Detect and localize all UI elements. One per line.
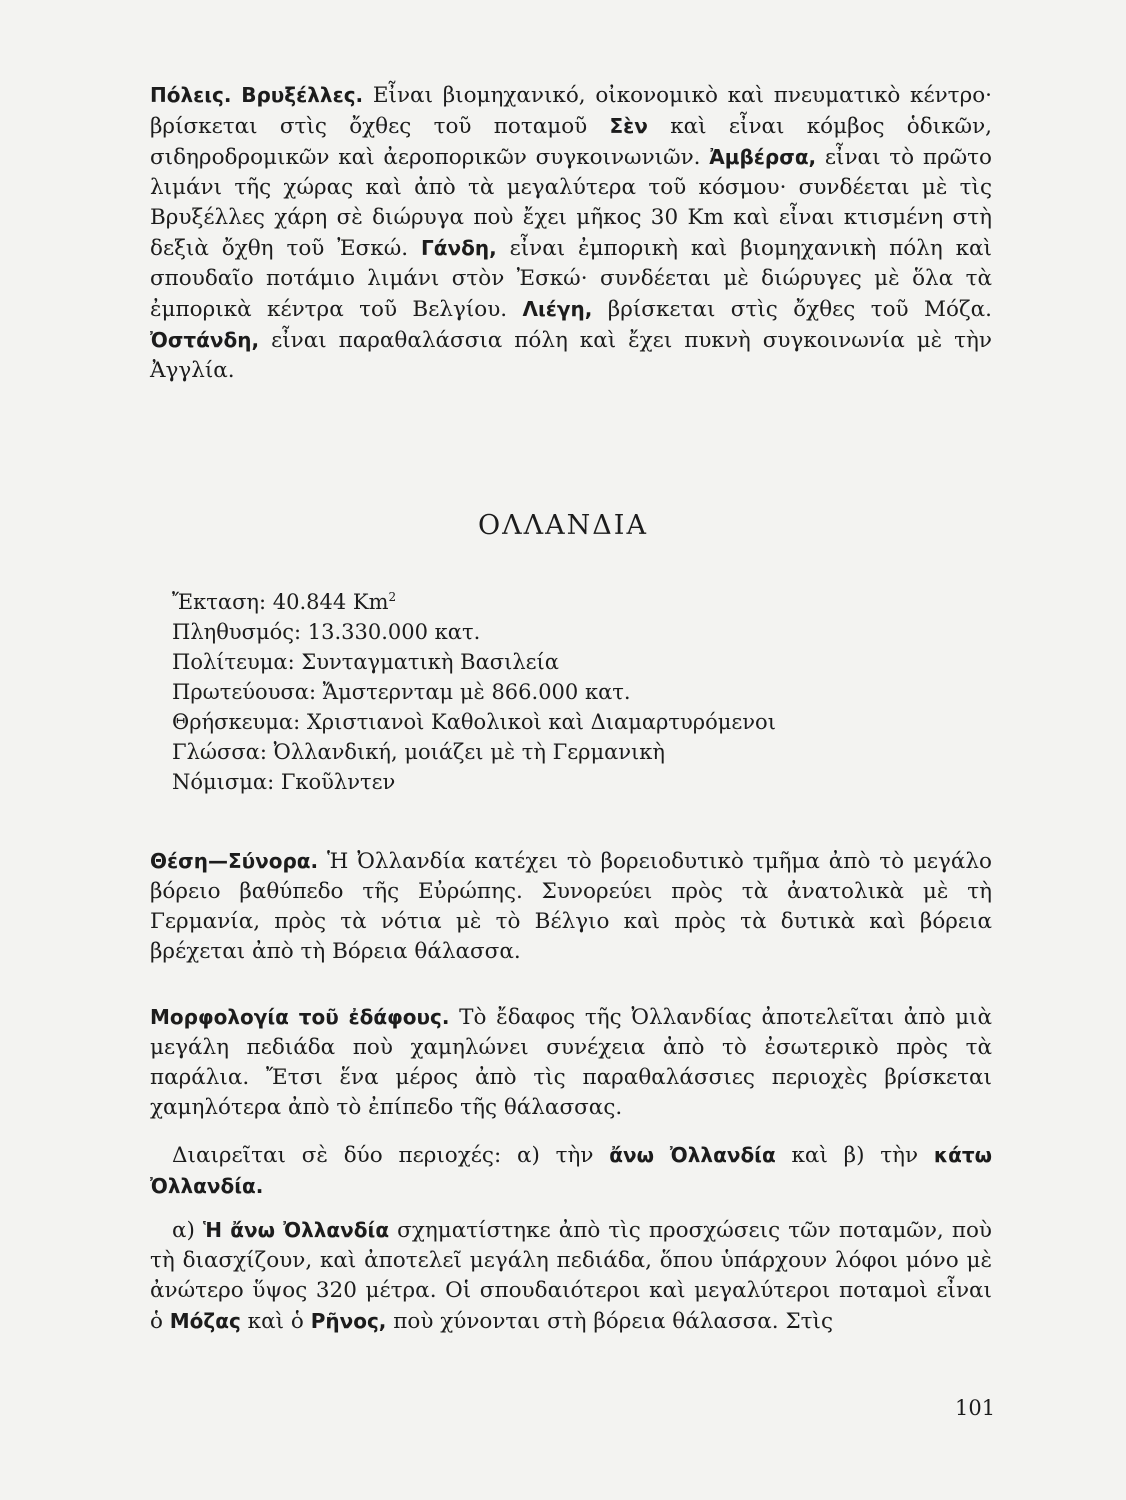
text: ποὺ χύνονται στὴ βόρεια θάλασσα. Στὶς [386,1309,834,1334]
term-lower-holland: κάτω Ὀλλανδία. [150,1143,992,1198]
city-liege: Λιέγη, [522,297,593,321]
text: καὶ ὁ [240,1309,311,1334]
text: εἶναι παραθαλάσσια πόλη καὶ ἔχει πυκνὴ συγκοινωνία μὲ τὴν Ἀγγλία. [150,328,992,383]
fact-language: Γλώσσα: Ὀλλανδική, μοιάζει μὲ τὴ Γερμανικὴ [172,740,665,764]
fact-area-text: Ἔκταση: 40.844 Km [172,590,389,614]
river-meuse: Μόζας [169,1309,241,1333]
fact-government: Πολίτευμα: Συνταγματικὴ Βασιλεία [172,650,559,674]
term-upper-holland-heading: Ἡ ἄνω Ὀλλανδία [203,1218,390,1242]
paragraph-cities [150,80,992,386]
fact-currency: Νόμισμα: Γκοῦλντεν [172,770,396,794]
text: καὶ εἶναι κόμβος ὁδικῶν, σιδηροδρομικῶν καὶ ἀεροπορικῶν συγκοινωνιῶν. [150,114,992,170]
heading-position-borders: Θέση—Σύνορα. [150,849,319,873]
river-rhine: Ρῆνος, [310,1309,387,1333]
city-ghent: Γάνδη, [420,236,497,260]
text: καὶ β) τὴν [775,1143,934,1168]
paragraph-divisions [150,1140,992,1202]
fact-capital: Πρωτεύουσα: Ἄμστερνταμ μὲ 866.000 κατ. [172,680,631,704]
heading-morphology: Μορφολογία τοῦ ἐδάφους. [150,1005,450,1029]
fact-religion: Θρήσκευμα: Χριστιανοὶ Καθολικοὶ καὶ Διαμαρτυρόμενοι [172,710,776,734]
fact-population: Πληθυσμός: 13.330.000 κατ. [172,620,481,644]
text: βρίσκεται στὶς ὄχθες τοῦ Μόζα. [592,297,992,322]
text: α) [172,1218,204,1243]
page-number: 101 [955,1396,996,1420]
text: εἶναι ἐμπορικὴ καὶ βιομηχανικὴ πόλη καὶ σπουδαῖο ποτάμιο λιμάνι στὸν Ἐσκώ· συνδέεται μὲ διώρυγες μὲ ὅλα τὰ ἐμπορικὰ κέντρα τοῦ Βελγίου. [150,236,992,322]
fact-area-sup: 2 [388,590,397,604]
text: Τὸ ἔδαφος τῆς Ὀλλανδίας ἀποτελεῖται ἀπὸ μιὰ μεγάλη πεδιάδα ποὺ χαμηλώνει συνέχεια ἀπὸ τὸ ἐσωτερικὸ πρὸς τὰ παράλια. Ἔτσι ἕνα μέρος ἀπὸ τὶς παραθαλάσσιες περιοχὲς βρίσκεται χαμηλότερα ἀπὸ τὸ ἐπίπεδο τῆς θάλασσας. [150,1005,993,1120]
text: εἶναι τὸ πρῶτο λιμάνι τῆς χώρας καὶ ἀπὸ τὰ μεγαλύτερα τοῦ κόσμου· συνδέεται μὲ τὶς Βρυξέλλες χάρη σὲ διώρυγα ποὺ ἔχει μῆκος 30 Km καὶ εἶναι κτισμένη στὴ δεξιὰ ὄχθη τοῦ Ἐσκώ. [150,145,992,261]
river-seine: Σὲν [609,114,648,138]
fact-area [172,582,776,617]
text: σχηματίστηκε ἀπὸ τὶς προσχώσεις τῶν ποταμῶν, ποὺ τὴ διασχίζουν, καὶ ἀποτελεῖ μεγάλη πεδιάδα, ὅπου ὑπάρχουν λόφοι μόνο μὲ ἀνώτερο ὕψος 320 μέτρα. Οἱ σπουδαιότεροι καὶ μεγαλύτεροι ποταμοὶ εἶναι ὁ [150,1218,992,1334]
paragraph-upper-holland [150,1215,992,1337]
term-upper-holland: ἄνω Ὀλλανδία [609,1143,776,1167]
heading-cities: Πόλεις. [150,83,232,107]
section-title: ΟΛΛΑΝΔΙΑ [478,510,648,541]
text: Εἶναι βιομηχανικό, οἰκονομικὸ καὶ πνευματικὸ κέντρο· βρίσκεται στὶς ὄχθες τοῦ ποταμοῦ [150,83,992,139]
city-antwerp: Ἀμβέρσα, [709,145,817,169]
city-brussels: Βρυξέλλες. [241,83,364,107]
paragraph-morphology [150,1002,992,1123]
text: Ἡ Ὀλλανδία κατέχει τὸ βορειοδυτικὸ τμῆμα ἀπὸ τὸ μεγάλο βόρειο βαθύπεδο τῆς Εὐρώπης. Συνορεύει πρὸς τὰ ἀνατολικὰ μὲ τὴ Γερμανία, πρὸς τὰ νότια μὲ τὸ Βέλγιο καὶ πρὸς τὰ δυτικὰ καὶ βόρεια βρέχεται ἀπὸ τὴ Βόρεια θάλασσα. [150,849,992,964]
city-ostend: Ὀστάνδη, [150,328,260,352]
country-facts [172,582,776,797]
paragraph-position-borders [150,846,992,967]
text: Διαιρεῖται σὲ δύο περιοχές: α) τὴν [172,1143,610,1168]
